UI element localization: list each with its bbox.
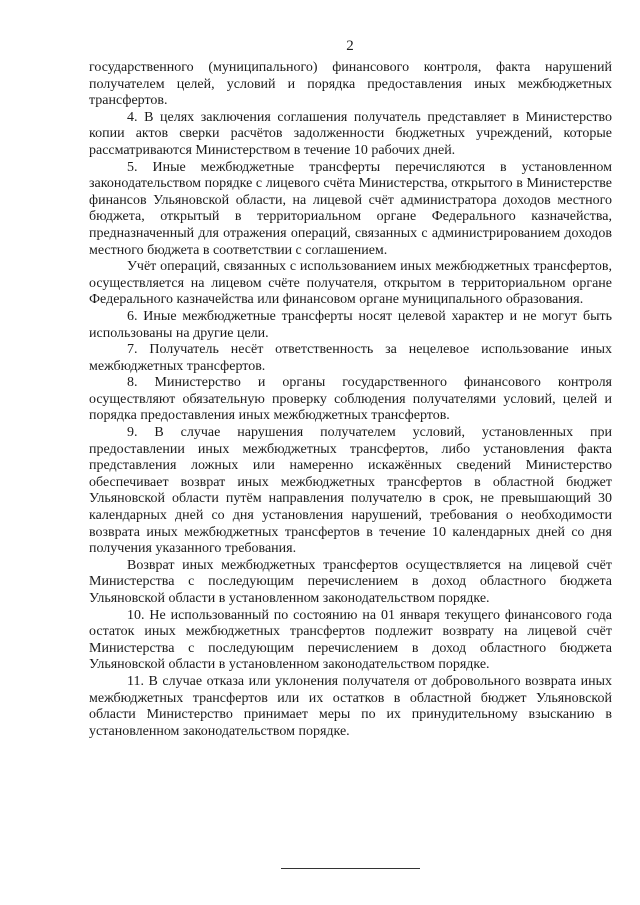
paragraph-10: 10. Не использованный по состоянию на 01 января текущего финансового года остаток иных межбюджетных трансфертов подлежит возврату на лицевой счёт Министерства с последующим перечислением в доход областного бюджета Ульяновской области в установленном законодательством порядке. [89,607,612,673]
paragraph-5-accounting: Учёт операций, связанных с использованием иных межбюджетных трансфертов, осуществляется на лицевом счёте получателя, открытом в территориальном органе Федерального казначейства или финансовом органе муниципального образования. [89,259,612,308]
end-divider-line [281,868,420,869]
paragraph-11: 11. В случае отказа или уклонения получателя от добровольного возврата иных межбюджетных трансфертов или их остатков в областной бюджет Ульяновской области Министерство принимает меры по их принудительному взысканию в установленном законодательством порядке. [89,673,612,739]
document-body [89,60,612,740]
paragraph-9-return: Возврат иных межбюджетных трансфертов осуществляется на лицевой счёт Министерства с последующим перечислением в доход областного бюджета Ульяновской области в установленном законодательством порядке. [89,557,612,606]
paragraph-5: 5. Иные межбюджетные трансферты перечисляются в установленном законодательством порядке с лицевого счёта Министерства, открытого в Министерстве финансов Ульяновской области, на лицевой счёт администратора доходов местного бюджета, открытый в территориальном органе Федерального казначейства, предназначенный для отражения операций, связанных с администрированием доходов местного бюджета в соответствии с соглашением. [89,159,612,258]
paragraph-continuation: государственного (муниципального) финансового контроля, факта нарушений получателем целей, условий и порядка предоставления иных межбюджетных трансфертов. [89,60,612,109]
paragraph-4: 4. В целях заключения соглашения получатель представляет в Министерство копии актов сверки расчётов задолженности бюджетных учреждений, которые рассматриваются Министерством в течение 10 рабочих дней. [89,109,612,158]
paragraph-6: 6. Иные межбюджетные трансферты носят целевой характер и не могут быть использованы на другие цели. [89,308,612,341]
paragraph-9: 9. В случае нарушения получателем условий, установленных при предоставлении иных межбюджетных трансфертов, либо установления факта представления ложных или намеренно искажённых сведений Министерство обеспечивает возврат иных межбюджетных трансфертов в областной бюджет Ульяновской области путём направления получателю в срок, не превышающий 30 календарных дней со дня установления нарушений, требования о необходимости возврата иных межбюджетных трансфертов в течение 10 календарных дней со дня получения указанного требования. [89,425,612,557]
paragraph-8: 8. Министерство и органы государственного финансового контроля осуществляют обязательную проверку соблюдения получателями условий, целей и порядка предоставления иных межбюджетных трансфертов. [89,375,612,424]
page-number: 2 [346,38,354,54]
paragraph-7: 7. Получатель несёт ответственность за нецелевое использование иных межбюджетных трансфертов. [89,342,612,374]
